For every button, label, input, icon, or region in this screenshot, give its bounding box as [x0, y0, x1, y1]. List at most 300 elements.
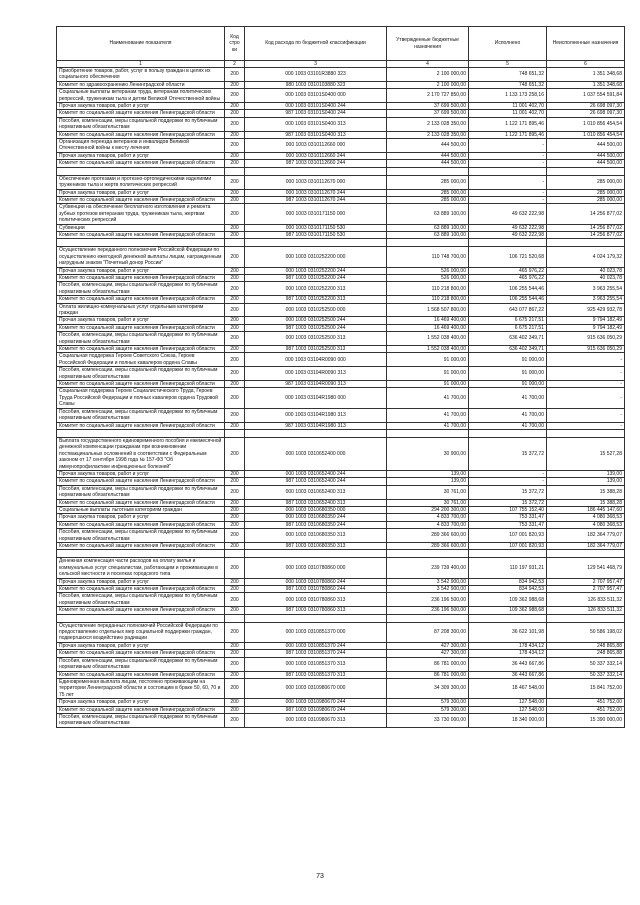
row-approved: 63 889 100,00: [387, 224, 469, 231]
row-line-code: 200: [225, 68, 245, 82]
row-unexecuted: 248 865,88: [547, 642, 625, 649]
row-budget-code: 000 1003 0310680350 313: [245, 529, 387, 543]
row-executed: -: [469, 175, 547, 189]
column-number: 4: [387, 61, 469, 68]
row-budget-code: 000 1003 0310780860 000: [245, 558, 387, 578]
row-unexecuted: 50 337 332,14: [547, 657, 625, 671]
row-unexecuted: 1 351 348,68: [547, 68, 625, 82]
spacer-row: [57, 429, 625, 437]
row-line-code: 200: [225, 529, 245, 543]
row-name: Денежная компенсация части расходов на оплату жилья и коммунальных услуг специалистам, работающим и проживающим в сельской местности и поселках городского типа: [57, 558, 225, 578]
row-approved: 526 000,00: [387, 274, 469, 281]
row-line-code: 200: [225, 303, 245, 317]
row-executed: -: [469, 478, 547, 485]
row-name: Осуществление переданных полномочий Российской Федерации по предоставлению отдельных мер социальной поддержки граждан, подвергшихся воздействию радиации: [57, 622, 225, 642]
row-line-code: 200: [225, 332, 245, 346]
row-approved: 1 568 507 800,00: [387, 303, 469, 317]
row-approved: 526 000,00: [387, 267, 469, 274]
row-budget-code: 987 1003 03101S0400 244: [245, 110, 387, 117]
row-budget-code: 000 1003 0310780860 244: [245, 578, 387, 585]
row-unexecuted: 9 794 182,49: [547, 324, 625, 331]
spacer-cell: [547, 614, 625, 622]
table-row: [57, 139, 625, 153]
row-executed: 107 001 820,93: [469, 543, 547, 550]
spacer-cell: [57, 550, 225, 558]
row-budget-code: 000 1003 0310980670 313: [245, 713, 387, 727]
row-name: Комитет по социальной защите населения Ленинградской области: [57, 131, 225, 138]
table-row: [57, 152, 625, 159]
row-name: Комитет по социальной защите населения Ленинградской области: [57, 607, 225, 614]
table-body: [57, 68, 625, 728]
row-executed: 36 622 101,98: [469, 622, 547, 642]
spacer-cell: [225, 550, 245, 558]
row-budget-code: 987 1003 03104R0090 313: [245, 381, 387, 388]
row-approved: 86 781 000,00: [387, 671, 469, 678]
row-executed: 36 443 667,86: [469, 671, 547, 678]
row-line-code: 200: [225, 175, 245, 189]
row-executed: 748 651,32: [469, 81, 547, 88]
row-executed: 636 402 349,71: [469, 332, 547, 346]
column-number: 3: [245, 61, 387, 68]
row-name: Прочая закупка товаров, работ и услуг: [57, 470, 225, 477]
row-unexecuted: 182 364 779,07: [547, 543, 625, 550]
row-budget-code: 987 1003 0310652400 313: [245, 499, 387, 506]
row-budget-code: 987 1003 03101S0400 313: [245, 131, 387, 138]
row-name: Пособия, компенсации, меры социальной поддержки по публичным нормативным обязательствам: [57, 713, 225, 727]
row-approved: 91 000,00: [387, 381, 469, 388]
row-unexecuted: 14 256 877,02: [547, 231, 625, 238]
table-row: [57, 303, 625, 317]
spacer-cell: [57, 167, 225, 175]
table-row: [57, 296, 625, 303]
row-line-code: 200: [225, 521, 245, 528]
row-unexecuted: 15 388,28: [547, 485, 625, 499]
row-approved: 427 300,00: [387, 642, 469, 649]
table-row: [57, 671, 625, 678]
row-unexecuted: -: [547, 381, 625, 388]
spacer-cell: [387, 167, 469, 175]
row-executed: 106 255 544,46: [469, 282, 547, 296]
row-executed: 41 700,00: [469, 422, 547, 429]
row-approved: 2 133 028 350,00: [387, 117, 469, 131]
row-budget-code: 987 1003 0310780860 313: [245, 607, 387, 614]
row-unexecuted: -: [547, 388, 625, 408]
table-row: [57, 367, 625, 381]
row-budget-code: 987 1003 0310980670 244: [245, 706, 387, 713]
column-number: 5: [469, 61, 547, 68]
table-row: [57, 558, 625, 578]
row-executed: 110 197 931,21: [469, 558, 547, 578]
row-executed: 465 976,22: [469, 274, 547, 281]
row-budget-code: 987 1003 0310652400 244: [245, 478, 387, 485]
table-row: [57, 324, 625, 331]
row-name: Комитет по социальной защите населения Ленинградской области: [57, 422, 225, 429]
row-approved: 34 309 300,00: [387, 678, 469, 698]
row-line-code: 200: [225, 678, 245, 698]
row-approved: 63 889 100,00: [387, 231, 469, 238]
row-approved: 91 000,00: [387, 367, 469, 381]
row-name: Социальные выплаты ветеранам труда, ветеранам политических репрессий, труженикам тыла и детям Великой Отечественной войны: [57, 89, 225, 103]
table-row: [57, 381, 625, 388]
row-unexecuted: 451 752,00: [547, 699, 625, 706]
row-line-code: 200: [225, 224, 245, 231]
spacer-cell: [245, 239, 387, 247]
row-unexecuted: 3 963 255,54: [547, 296, 625, 303]
row-budget-code: 000 1003 03101S0400 244: [245, 103, 387, 110]
spacer-cell: [469, 239, 547, 247]
header-approved: Утвержденные бюджетные назначения: [387, 27, 469, 61]
row-line-code: 200: [225, 381, 245, 388]
table-row: [57, 89, 625, 103]
spacer-cell: [57, 614, 225, 622]
row-unexecuted: 15 390 000,00: [547, 713, 625, 727]
row-executed: 1 133 173 258,16: [469, 89, 547, 103]
row-approved: 294 200 300,00: [387, 506, 469, 513]
row-budget-code: 987 1003 0310112660 244: [245, 160, 387, 167]
row-line-code: 200: [225, 485, 245, 499]
row-line-code: 200: [225, 650, 245, 657]
row-name: Социальная поддержка Героев Социалистического Труда, Героев Труда Российской Федерации и полных кавалеров ордена Трудовой Славы: [57, 388, 225, 408]
row-budget-code: 987 1003 0310252200 313: [245, 296, 387, 303]
row-name: Комитет по социальной защите населения Ленинградской области: [57, 346, 225, 353]
row-unexecuted: 4 024 179,32: [547, 247, 625, 267]
row-approved: 444 500,00: [387, 160, 469, 167]
row-line-code: 200: [225, 422, 245, 429]
row-unexecuted: 15 527,28: [547, 437, 625, 470]
row-executed: 91 000,00: [469, 353, 547, 367]
row-approved: 3 542 900,00: [387, 578, 469, 585]
row-unexecuted: -: [547, 367, 625, 381]
row-unexecuted: 126 833 511,32: [547, 607, 625, 614]
table-row: [57, 346, 625, 353]
row-approved: 427 300,00: [387, 650, 469, 657]
row-budget-code: 000 1003 0310851370 313: [245, 657, 387, 671]
spacer-cell: [547, 550, 625, 558]
row-budget-code: 000 1003 0310780860 313: [245, 593, 387, 607]
row-line-code: 200: [225, 558, 245, 578]
row-executed: 15 372,72: [469, 499, 547, 506]
row-budget-code: 980 1003 0310103880 323: [245, 81, 387, 88]
row-budget-code: 000 1003 0310652400 244: [245, 470, 387, 477]
row-name: Социальные выплаты льготным категориям граждан: [57, 506, 225, 513]
row-approved: 30 761,00: [387, 499, 469, 506]
row-budget-code: 987 1003 0310780860 244: [245, 586, 387, 593]
row-unexecuted: 26 698 097,30: [547, 110, 625, 117]
row-name: Социальная поддержка Героев Советского Союза, Героев Российской Федерации и полных кавалеров ордена Славы: [57, 353, 225, 367]
header-indicator-name: Наименование показателя: [57, 27, 225, 61]
row-unexecuted: 129 541 468,79: [547, 558, 625, 578]
row-unexecuted: 285 000,00: [547, 189, 625, 196]
row-budget-code: 987 1003 0310252500 244: [245, 324, 387, 331]
row-line-code: 200: [225, 317, 245, 324]
row-approved: 30 761,00: [387, 485, 469, 499]
row-budget-code: 000 1003 0310171150 000: [245, 204, 387, 224]
row-budget-code: 000 1003 0310112660 244: [245, 152, 387, 159]
row-name: Комитет по социальной защите населения Ленинградской области: [57, 650, 225, 657]
row-line-code: 200: [225, 274, 245, 281]
row-line-code: 200: [225, 296, 245, 303]
row-line-code: 200: [225, 699, 245, 706]
row-unexecuted: 186 445 147,60: [547, 506, 625, 513]
row-name: Комитет по социальной защите населения Ленинградской области: [57, 324, 225, 331]
row-approved: 285 000,00: [387, 175, 469, 189]
row-executed: 636 402 349,71: [469, 346, 547, 353]
table-row: [57, 529, 625, 543]
row-line-code: 200: [225, 543, 245, 550]
row-executed: 178 434,12: [469, 642, 547, 649]
row-executed: 106 255 544,46: [469, 296, 547, 303]
row-unexecuted: 444 500,00: [547, 139, 625, 153]
row-line-code: 200: [225, 110, 245, 117]
row-line-code: 200: [225, 196, 245, 203]
table-row: [57, 274, 625, 281]
row-line-code: 200: [225, 408, 245, 422]
row-unexecuted: 4 080 368,53: [547, 521, 625, 528]
row-budget-code: 000 1003 0310652400 000: [245, 437, 387, 470]
row-unexecuted: 182 364 779,07: [547, 529, 625, 543]
row-executed: 748 651,32: [469, 68, 547, 82]
row-budget-code: 000 1003 0310171150 530: [245, 224, 387, 231]
table-row: [57, 514, 625, 521]
row-name: Прочая закупка товаров, работ и услуг: [57, 317, 225, 324]
row-unexecuted: 4 080 368,53: [547, 514, 625, 521]
row-approved: 3 542 900,00: [387, 586, 469, 593]
row-budget-code: 000 1003 0310980670 244: [245, 699, 387, 706]
row-approved: 1 552 038 400,00: [387, 346, 469, 353]
spacer-cell: [387, 239, 469, 247]
row-approved: 4 833 700,00: [387, 514, 469, 521]
table-row: [57, 224, 625, 231]
row-unexecuted: 2 707 957,47: [547, 578, 625, 585]
row-approved: 41 700,00: [387, 408, 469, 422]
row-line-code: 200: [225, 267, 245, 274]
row-approved: 2 170 727 850,00: [387, 89, 469, 103]
spacer-row: [57, 167, 625, 175]
row-approved: 110 218 800,00: [387, 282, 469, 296]
row-executed: -: [469, 160, 547, 167]
row-executed: 15 372,72: [469, 485, 547, 499]
row-budget-code: 987 1003 0310680350 313: [245, 543, 387, 550]
row-budget-code: 000 1003 0310980670 000: [245, 678, 387, 698]
spacer-cell: [225, 429, 245, 437]
row-approved: 30 900,00: [387, 437, 469, 470]
column-number: 6: [547, 61, 625, 68]
spacer-cell: [57, 239, 225, 247]
row-unexecuted: 444 500,00: [547, 152, 625, 159]
row-name: Комитет по социальной защите населения Ленинградской области: [57, 274, 225, 281]
spacer-cell: [225, 614, 245, 622]
spacer-row: [57, 239, 625, 247]
spacer-cell: [387, 614, 469, 622]
row-line-code: 200: [225, 367, 245, 381]
table-row: [57, 247, 625, 267]
row-line-code: 200: [225, 81, 245, 88]
table-row: [57, 332, 625, 346]
row-line-code: 200: [225, 282, 245, 296]
row-unexecuted: -: [547, 422, 625, 429]
row-budget-code: 000 1003 03104R1980 313: [245, 408, 387, 422]
row-executed: 753 331,47: [469, 514, 547, 521]
row-budget-code: 987 1003 03104R1980 313: [245, 422, 387, 429]
table-row: [57, 699, 625, 706]
row-approved: 285 000,00: [387, 196, 469, 203]
table-row: [57, 543, 625, 550]
table-row: [57, 282, 625, 296]
row-unexecuted: 139,00: [547, 478, 625, 485]
row-name: Комитет по социальной защите населения Ленинградской области: [57, 231, 225, 238]
row-budget-code: 000 1003 0310252500 244: [245, 317, 387, 324]
row-executed: -: [469, 139, 547, 153]
row-line-code: 200: [225, 231, 245, 238]
row-budget-code: 000 1003 0310252200 244: [245, 267, 387, 274]
row-name: Пособия, компенсации, меры социальной поддержки по публичным нормативным обязательствам: [57, 332, 225, 346]
spacer-cell: [387, 550, 469, 558]
row-budget-code: 000 1003 0310252500 000: [245, 303, 387, 317]
table-row: [57, 521, 625, 528]
row-unexecuted: 915 636 050,29: [547, 332, 625, 346]
row-unexecuted: 285 000,00: [547, 196, 625, 203]
row-executed: 91 000,00: [469, 381, 547, 388]
row-executed: 49 632 222,98: [469, 224, 547, 231]
row-name: Комитет по социальной защите населения Ленинградской области: [57, 671, 225, 678]
row-budget-code: 987 1003 0310851370 244: [245, 650, 387, 657]
row-unexecuted: 444 500,00: [547, 160, 625, 167]
row-budget-code: 000 1003 0310851370 000: [245, 622, 387, 642]
row-executed: 6 675 217,51: [469, 324, 547, 331]
table-row: [57, 622, 625, 642]
row-line-code: 200: [225, 346, 245, 353]
header-executed: Исполнено: [469, 27, 547, 61]
row-unexecuted: 1 351 348,68: [547, 81, 625, 88]
row-budget-code: 000 1003 03104R0090 313: [245, 367, 387, 381]
table-row: [57, 103, 625, 110]
row-approved: 4 833 700,00: [387, 521, 469, 528]
row-name: Приобретение товаров, работ, услуг в пользу граждан в целях их социального обеспечения: [57, 68, 225, 82]
table-row: [57, 131, 625, 138]
row-name: Прочая закупка товаров, работ и услуг: [57, 267, 225, 274]
table-row: [57, 175, 625, 189]
table-row: [57, 231, 625, 238]
row-executed: 127 548,00: [469, 706, 547, 713]
row-executed: 834 942,53: [469, 586, 547, 593]
row-unexecuted: 915 636 050,29: [547, 346, 625, 353]
row-executed: 11 001 402,70: [469, 103, 547, 110]
row-executed: 127 548,00: [469, 699, 547, 706]
row-executed: 49 632 222,98: [469, 231, 547, 238]
row-unexecuted: 14 256 877,02: [547, 224, 625, 231]
row-name: Пособия, компенсации, меры социальной поддержки по публичным нормативным обязательствам: [57, 529, 225, 543]
row-approved: 110 218 800,00: [387, 296, 469, 303]
row-executed: 465 976,22: [469, 267, 547, 274]
row-approved: 2 133 028 350,00: [387, 131, 469, 138]
row-approved: 91 000,00: [387, 353, 469, 367]
row-name: Обеспечение протезами и протезно-ортопедическими изделиями тружеников тыла и жертв политических репрессий: [57, 175, 225, 189]
row-executed: -: [469, 470, 547, 477]
table-row: [57, 196, 625, 203]
header-unexecuted: Неисполненные назначения: [547, 27, 625, 61]
row-budget-code: 987 1003 0310851370 313: [245, 671, 387, 678]
table-row: [57, 81, 625, 88]
spacer-cell: [225, 239, 245, 247]
row-name: Комитет по социальной защите населения Ленинградской области: [57, 296, 225, 303]
row-line-code: 200: [225, 388, 245, 408]
row-unexecuted: 1 037 554 591,84: [547, 89, 625, 103]
row-executed: 753 331,47: [469, 521, 547, 528]
table-row: [57, 578, 625, 585]
row-budget-code: 000 1003 03104R1980 000: [245, 388, 387, 408]
page-number: 73: [316, 873, 324, 880]
table-header-row: [57, 27, 625, 61]
row-line-code: 200: [225, 247, 245, 267]
row-executed: 1 122 171 895,46: [469, 117, 547, 131]
row-budget-code: 000 1003 03104R0090 000: [245, 353, 387, 367]
budget-execution-table: [56, 26, 625, 728]
row-approved: 444 500,00: [387, 152, 469, 159]
table-row: [57, 706, 625, 713]
header-line-code: Код стро ки: [225, 27, 245, 61]
row-executed: 178 434,12: [469, 650, 547, 657]
row-budget-code: 000 1003 0310680350 244: [245, 514, 387, 521]
row-name: Прочая закупка товаров, работ и услуг: [57, 514, 225, 521]
spacer-row: [57, 550, 625, 558]
row-name: Пособия, компенсации, меры социальной поддержки по публичным нормативным обязательствам: [57, 657, 225, 671]
spacer-cell: [245, 429, 387, 437]
row-line-code: 200: [225, 117, 245, 131]
row-line-code: 200: [225, 189, 245, 196]
row-line-code: 200: [225, 204, 245, 224]
row-line-code: 200: [225, 706, 245, 713]
row-line-code: 200: [225, 139, 245, 153]
row-approved: 16 469 400,00: [387, 317, 469, 324]
table-row: [57, 408, 625, 422]
table-row: [57, 353, 625, 367]
row-line-code: 200: [225, 470, 245, 477]
row-line-code: 200: [225, 593, 245, 607]
row-line-code: 200: [225, 131, 245, 138]
row-name: Осуществление переданного полномочия Российской Федерации по осуществлению ежегодной денежной выплаты лицам, награжденным нагрудным знаком "Почетный донор России": [57, 247, 225, 267]
table-row: [57, 117, 625, 131]
row-unexecuted: 40 023,78: [547, 267, 625, 274]
row-name: Комитет по социальной защите населения Ленинградской области: [57, 381, 225, 388]
row-approved: 236 196 500,00: [387, 607, 469, 614]
spacer-cell: [225, 167, 245, 175]
row-line-code: 200: [225, 671, 245, 678]
row-unexecuted: 40 023,78: [547, 274, 625, 281]
row-executed: 106 721 520,68: [469, 247, 547, 267]
row-unexecuted: 139,00: [547, 470, 625, 477]
row-unexecuted: 1 010 856 454,54: [547, 117, 625, 131]
row-executed: 49 632 222,98: [469, 204, 547, 224]
row-unexecuted: 248 865,88: [547, 650, 625, 657]
row-approved: 41 700,00: [387, 388, 469, 408]
row-unexecuted: 1 010 856 454,54: [547, 131, 625, 138]
row-name: Комитет по здравоохранению Ленинградской области: [57, 81, 225, 88]
row-approved: 579 300,00: [387, 706, 469, 713]
row-budget-code: 987 1003 0310680350 244: [245, 521, 387, 528]
row-approved: 16 469 400,00: [387, 324, 469, 331]
row-line-code: 200: [225, 607, 245, 614]
row-approved: 579 300,00: [387, 699, 469, 706]
row-approved: 87 208 300,00: [387, 622, 469, 642]
row-name: Единовременная выплата лицам, постоянно проживающим на территории Ленинградской области и состоящим в браке 50, 60, 70 и 75 лет: [57, 678, 225, 698]
row-budget-code: 000 1003 0310112670 244: [245, 189, 387, 196]
row-approved: 139,00: [387, 478, 469, 485]
row-executed: 15 372,72: [469, 437, 547, 470]
row-line-code: 200: [225, 514, 245, 521]
row-name: Комитет по социальной защите населения Ленинградской области: [57, 196, 225, 203]
table-row: [57, 713, 625, 727]
row-line-code: 200: [225, 578, 245, 585]
